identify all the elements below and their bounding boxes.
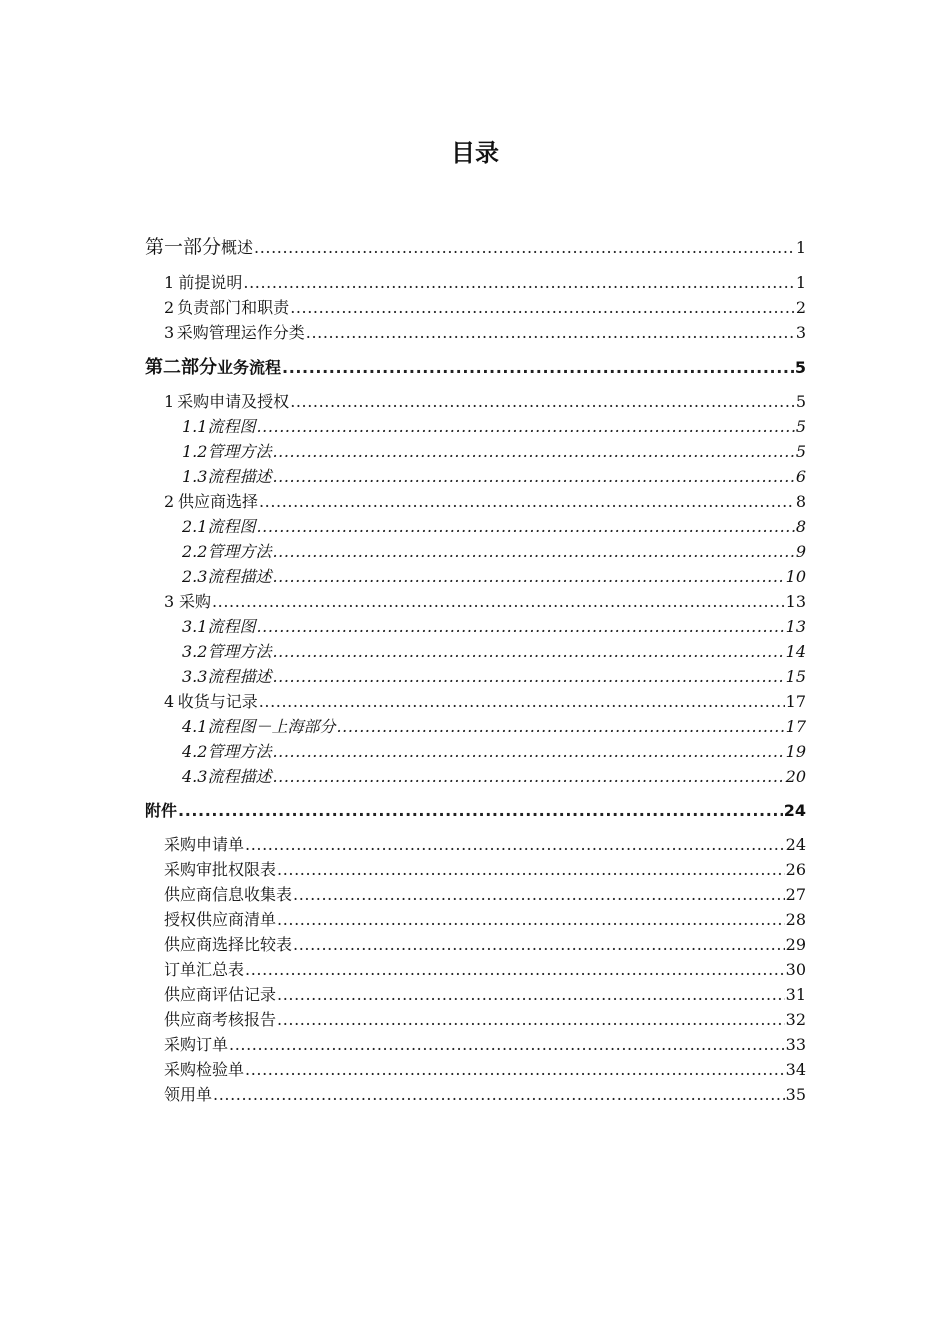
entry-title: 供应商评估记录 (164, 985, 277, 1004)
page-number: 5 (795, 392, 806, 411)
toc-entry[interactable] (182, 414, 806, 437)
dot-leader (213, 1085, 785, 1104)
entry-number: 2.1 (182, 517, 208, 536)
entry-number: 3.1 (182, 617, 208, 636)
entry-number: 2.3 (182, 567, 208, 586)
entry-number: 3 (164, 592, 175, 611)
toc-entry[interactable] (182, 514, 806, 537)
entry-number: 4.1 (182, 717, 208, 736)
entry-title: 管理方法 (207, 542, 272, 561)
entry-title: 领用单 (164, 1085, 213, 1104)
entry-title: 负责部门和职责 (177, 298, 290, 317)
page-number: 8 (795, 517, 806, 536)
dot-leader (290, 392, 795, 411)
dot-leader (293, 885, 785, 904)
entry-number: 4.3 (182, 767, 208, 786)
dot-leader (256, 617, 784, 636)
page-number: 14 (785, 642, 806, 661)
page-number: 1 (795, 238, 806, 257)
page-number: 2 (795, 298, 806, 317)
page-number: 20 (785, 767, 806, 786)
entry-number: 2 (164, 298, 175, 317)
dot-leader (306, 323, 795, 342)
toc-appendix-entry[interactable] (164, 882, 806, 905)
toc-entry[interactable] (164, 589, 806, 612)
entry-number: 3.2 (182, 642, 208, 661)
toc-appendix-heading[interactable] (145, 798, 806, 821)
page-number: 10 (785, 567, 806, 586)
page-number: 32 (785, 1010, 806, 1029)
dot-leader (272, 742, 784, 761)
entry-title: 采购管理运作分类 (176, 323, 305, 342)
toc-appendix-entry[interactable] (164, 957, 806, 980)
page-number: 24 (785, 835, 806, 854)
toc-entry[interactable] (164, 320, 806, 343)
page-number: 8 (795, 492, 806, 511)
part-name: 概述 (221, 238, 254, 257)
part-label: 第二部分 (145, 357, 217, 378)
page-number: 13 (785, 592, 806, 611)
entry-number: 3.3 (182, 667, 208, 686)
entry-title: 管理方法 (207, 742, 272, 761)
part-label: 第一部分 (145, 236, 222, 258)
toc-appendix-entry[interactable] (164, 857, 806, 880)
dot-leader (277, 1010, 785, 1029)
dot-leader (272, 642, 784, 661)
entry-number: 1.1 (182, 417, 208, 436)
page-number: 9 (795, 542, 806, 561)
entry-title: 流程描述 (207, 467, 272, 486)
page-number: 15 (785, 667, 806, 686)
toc-appendix-entry[interactable] (164, 1057, 806, 1080)
dot-leader (282, 358, 794, 377)
page-number: 5 (795, 442, 806, 461)
dot-leader (277, 860, 785, 879)
toc-entry[interactable] (164, 295, 806, 318)
page-number: 24 (783, 801, 806, 820)
toc-entry[interactable] (182, 539, 806, 562)
dot-leader (277, 985, 785, 1004)
toc-entry[interactable] (164, 270, 806, 293)
entry-title: 收货与记录 (177, 692, 258, 711)
entry-number: 1 (164, 392, 175, 411)
entry-title: 流程图 (207, 417, 256, 436)
dot-leader (272, 467, 794, 486)
toc-entry[interactable] (182, 439, 806, 462)
page-number: 17 (785, 692, 806, 711)
entry-number: 1 (164, 273, 175, 292)
dot-leader (272, 567, 784, 586)
page-number: 34 (785, 1060, 806, 1079)
toc-part-heading[interactable] (145, 232, 806, 259)
page-number: 33 (785, 1035, 806, 1054)
entry-title: 流程描述 (207, 567, 272, 586)
toc-entry[interactable] (164, 389, 806, 412)
page-number: 31 (785, 985, 806, 1004)
page-number: 13 (785, 617, 806, 636)
toc-entry[interactable] (164, 689, 806, 712)
dot-leader (256, 417, 794, 436)
toc-appendix-entry[interactable] (164, 932, 806, 955)
page-number: 27 (785, 885, 806, 904)
page-number: 29 (785, 935, 806, 954)
dot-leader (272, 442, 794, 461)
dot-leader (256, 517, 794, 536)
toc-entry[interactable] (164, 489, 806, 512)
toc-entry[interactable] (182, 639, 806, 662)
dot-leader (245, 960, 785, 979)
entry-title: 授权供应商清单 (164, 910, 277, 929)
entry-number: 2 (164, 492, 175, 511)
page-number: 3 (795, 323, 806, 342)
toc-entry[interactable] (182, 464, 806, 487)
toc-appendix-entry[interactable] (164, 907, 806, 930)
dot-leader (229, 1035, 785, 1054)
entry-number: 4.2 (182, 742, 208, 761)
page-number: 17 (785, 717, 806, 736)
entry-title: 管理方法 (207, 642, 272, 661)
dot-leader (336, 717, 784, 736)
page-number: 26 (785, 860, 806, 879)
page-number: 5 (795, 417, 806, 436)
entry-title: 订单汇总表 (164, 960, 245, 979)
entry-title: 采购申请及授权 (177, 392, 290, 411)
entry-title: 供应商考核报告 (164, 1010, 277, 1029)
dot-leader (277, 910, 785, 929)
page-number: 30 (785, 960, 806, 979)
entry-number: 2.2 (182, 542, 208, 561)
entry-number: 1.2 (182, 442, 208, 461)
entry-title: 供应商信息收集表 (164, 885, 293, 904)
entry-title: 流程描述 (207, 767, 272, 786)
toc-part-heading[interactable] (145, 353, 806, 379)
part-name: 业务流程 (217, 358, 282, 377)
toc-entry[interactable] (182, 739, 806, 762)
toc-entry[interactable] (182, 614, 806, 637)
dot-leader (243, 273, 794, 292)
page-number: 28 (785, 910, 806, 929)
entry-title: 管理方法 (207, 442, 272, 461)
entry-title: 前提说明 (178, 273, 243, 292)
page-number: 6 (795, 467, 806, 486)
entry-number: 4 (164, 692, 175, 711)
entry-number: 1.3 (182, 467, 208, 486)
dot-leader (245, 1060, 785, 1079)
toc-entry[interactable] (182, 564, 806, 587)
page-number: 5 (794, 358, 806, 377)
dot-leader (259, 692, 785, 711)
toc-entry[interactable] (182, 764, 806, 787)
entry-number: 3 (164, 323, 175, 342)
page-number: 19 (785, 742, 806, 761)
entry-title: 流程图 (207, 617, 256, 636)
entry-title: 采购审批权限表 (164, 860, 277, 879)
toc-appendix-entry[interactable] (164, 1007, 806, 1030)
appendix-label: 附件 (145, 801, 178, 820)
dot-leader (245, 835, 785, 854)
dot-leader (272, 542, 794, 561)
toc-appendix-entry[interactable] (164, 832, 806, 855)
toc-appendix-entry[interactable] (164, 982, 806, 1005)
entry-title: 采购申请单 (164, 835, 245, 854)
dot-leader (290, 298, 795, 317)
entry-title: 采购检验单 (164, 1060, 245, 1079)
toc-appendix-entry[interactable] (164, 1082, 806, 1105)
page-number: 1 (795, 273, 806, 292)
entry-title: 供应商选择 (177, 492, 258, 511)
dot-leader (272, 767, 784, 786)
dot-leader (212, 592, 785, 611)
entry-title: 采购 (178, 592, 211, 611)
entry-title: 流程描述 (207, 667, 272, 686)
entry-title: 流程图 (207, 517, 256, 536)
entry-title: 采购订单 (164, 1035, 229, 1054)
dot-leader (272, 667, 784, 686)
toc-entry[interactable] (182, 664, 806, 687)
page-title: 目录 (451, 139, 499, 167)
dot-leader (259, 492, 795, 511)
entry-title: 供应商选择比较表 (164, 935, 293, 954)
dot-leader (254, 238, 795, 257)
dot-leader (293, 935, 785, 954)
toc-entry[interactable] (182, 714, 806, 737)
page-number: 35 (785, 1085, 806, 1104)
toc-appendix-entry[interactable] (164, 1032, 806, 1055)
entry-title: 流程图－上海部分 (207, 717, 336, 736)
dot-leader (178, 801, 783, 820)
